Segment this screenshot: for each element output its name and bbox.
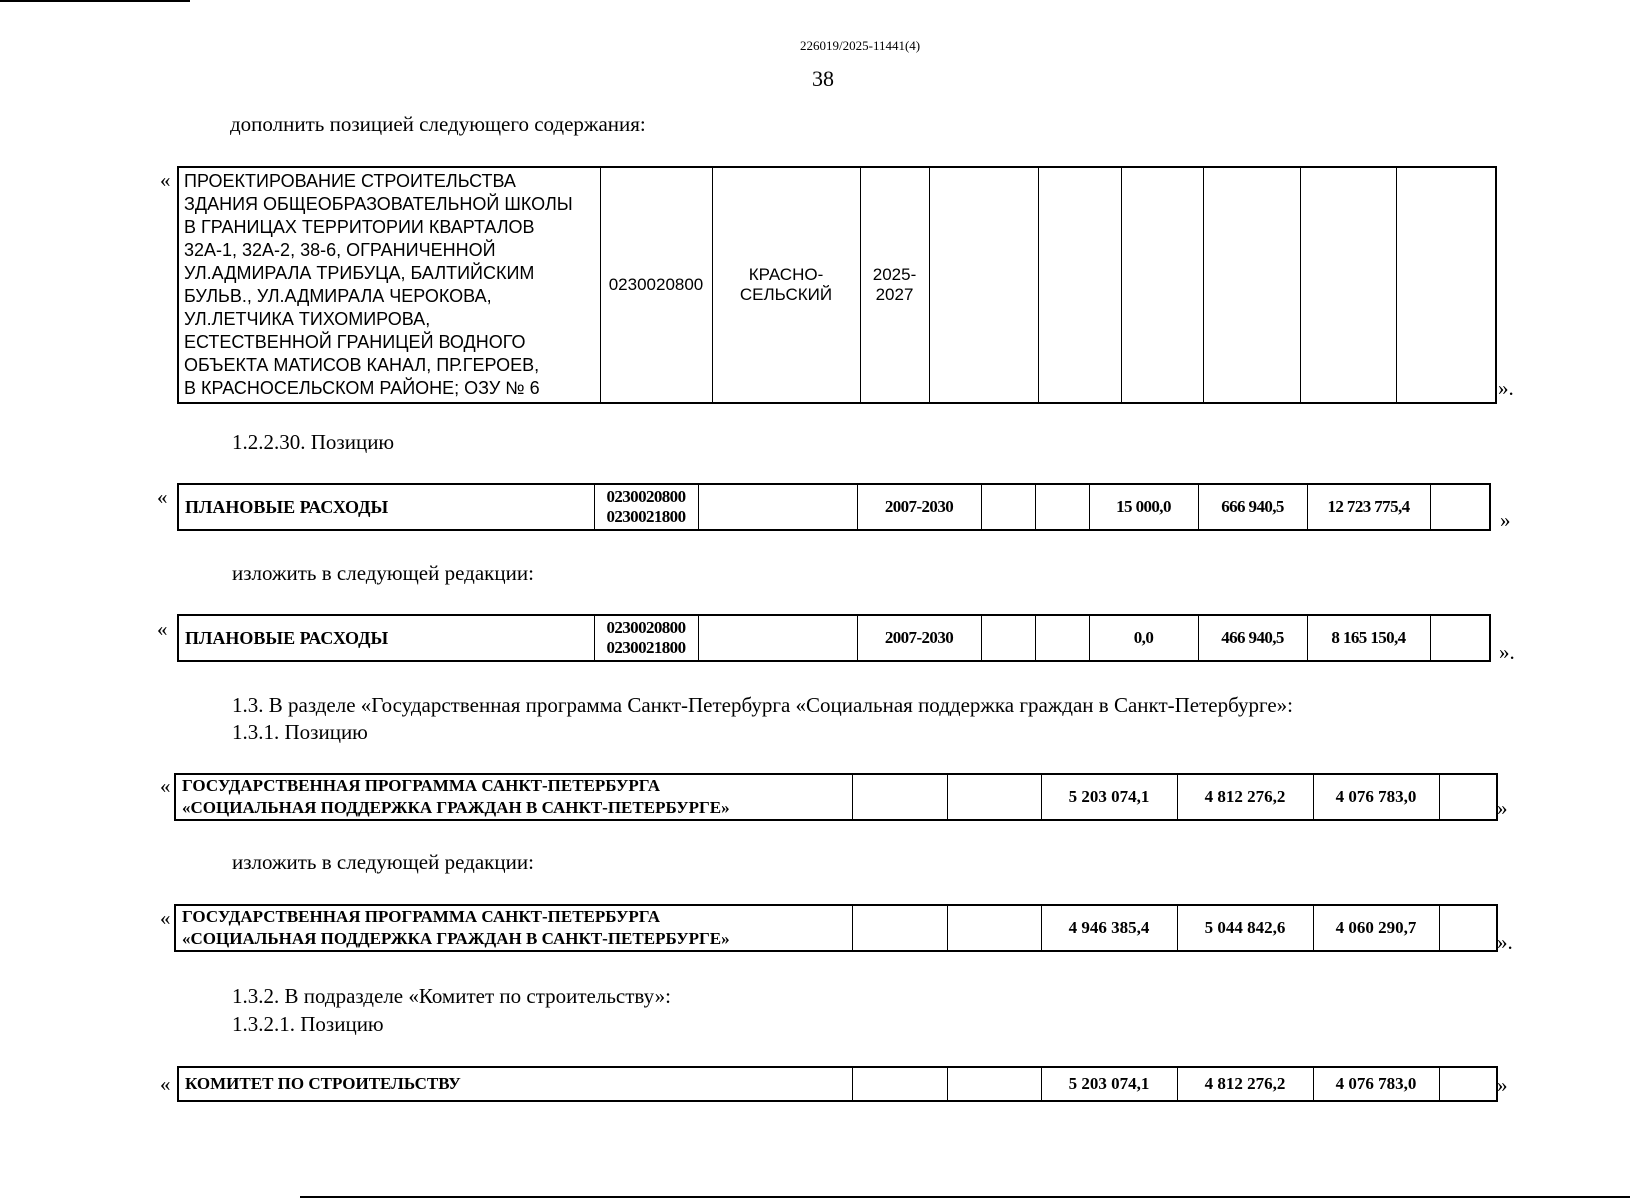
value-2026: 466 940,5 [1198, 615, 1307, 661]
empty-cell [1439, 774, 1497, 820]
name-line: ПРОЕКТИРОВАНИЕ СТРОИТЕЛЬСТВА [184, 171, 516, 191]
empty-cell [1430, 615, 1490, 661]
committee-name: КОМИТЕТ ПО СТРОИТЕЛЬСТВУ [178, 1067, 852, 1101]
budget-code: 0230021800 [606, 507, 686, 526]
name-line: БУЛЬВ., УЛ.АДМИРАЛА ЧЕРОКОВА, [184, 286, 492, 306]
value-2027: 8 165 150,4 [1307, 615, 1430, 661]
position-name: ПЛАНОВЫЕ РАСХОДЫ [178, 615, 594, 661]
empty-cell [1300, 167, 1396, 403]
district-line: КРАСНО- [748, 265, 824, 284]
value-2025: 4 946 385,4 [1041, 905, 1177, 951]
empty-cell [947, 774, 1041, 820]
name-line: В КРАСНОСЕЛЬСКОМ РАЙОНЕ; ОЗУ № 6 [184, 378, 540, 398]
paragraph-subsection-1-3-2: 1.3.2. В подразделе «Комитет по строительству»: [232, 984, 671, 1008]
empty-cell [1439, 905, 1497, 951]
paragraph-position-1-3-2-1: 1.3.2.1. Позицию [232, 1012, 384, 1036]
empty-cell [852, 905, 947, 951]
empty-cell [1121, 167, 1203, 403]
empty-cell [698, 484, 857, 530]
empty-cell [947, 1067, 1041, 1101]
empty-cell [698, 615, 857, 661]
document-number: 226019/2025-11441(4) [800, 38, 921, 53]
open-quote: « [160, 1072, 171, 1096]
position-table-construction-committee [177, 1066, 1498, 1102]
years-line: 2027 [875, 285, 914, 304]
value-2026: 5 044 842,6 [1177, 905, 1313, 951]
position-table-planned-expenses-old [177, 483, 1491, 531]
empty-cell [1035, 615, 1089, 661]
years: 2007-2030 [857, 615, 981, 661]
close-quote: » [1497, 796, 1508, 820]
value-2026: 4 812 276,2 [1177, 774, 1313, 820]
empty-cell [1035, 484, 1089, 530]
open-quote: « [160, 168, 171, 192]
budget-code: 0230021800 [606, 638, 686, 657]
name-line: ЕСТЕСТВЕННОЙ ГРАНИЦЕЙ ВОДНОГО [184, 332, 526, 352]
position-name [178, 167, 600, 403]
open-quote: « [157, 617, 168, 641]
empty-cell [1439, 1067, 1497, 1101]
close-quote: ». [1498, 376, 1514, 400]
position-table-state-program-old [174, 773, 1498, 821]
program-name-line: ГОСУДАРСТВЕННАЯ ПРОГРАММА САНКТ-ПЕТЕРБУРГА [182, 776, 661, 795]
empty-cell [1038, 167, 1121, 403]
paragraph-new-edition: изложить в следующей редакции: [232, 561, 534, 585]
paragraph-new-edition-2: изложить в следующей редакции: [232, 850, 534, 874]
program-name-line: «СОЦИАЛЬНАЯ ПОДДЕРЖКА ГРАЖДАН В САНКТ-ПЕТЕРБУРГЕ» [182, 798, 730, 817]
years [860, 167, 929, 403]
position-table-state-program-new [174, 904, 1498, 952]
name-line: ЗДАНИЯ ОБЩЕОБРАЗОВАТЕЛЬНОЙ ШКОЛЫ [184, 194, 573, 214]
paragraph-position-1-3-1: 1.3.1. Позицию [232, 720, 368, 744]
empty-cell [1430, 484, 1490, 530]
value-2027: 4 076 783,0 [1313, 774, 1439, 820]
budget-code: 0230020800 [606, 618, 686, 637]
position-name: ПЛАНОВЫЕ РАСХОДЫ [178, 484, 594, 530]
page-number: 38 [812, 66, 834, 91]
program-name [175, 905, 852, 951]
value-2027: 12 723 775,4 [1307, 484, 1430, 530]
paragraph-section-1-3: 1.3. В разделе «Государственная программа Санкт-Петербурга «Социальная поддержка граждан в Санкт-Петербурге»: [232, 693, 1293, 717]
close-quote: ». [1499, 640, 1515, 664]
position-table-school-design [177, 166, 1497, 404]
empty-cell [981, 484, 1035, 530]
district-line: СЕЛЬСКИЙ [739, 285, 833, 304]
value-2025: 5 203 074,1 [1041, 1067, 1177, 1101]
position-table-planned-expenses-new [177, 614, 1491, 662]
paragraph-supplement: дополнить позицией следующего содержания: [230, 112, 646, 136]
program-name [175, 774, 852, 820]
empty-cell [981, 615, 1035, 661]
name-line: УЛ.АДМИРАЛА ТРИБУЦА, БАЛТИЙСКИМ [184, 263, 535, 283]
value-2025: 0,0 [1089, 615, 1198, 661]
name-line: УЛ.ЛЕТЧИКА ТИХОМИРОВА, [184, 309, 431, 329]
name-line: ОБЪЕКТА МАТИСОВ КАНАЛ, ПР.ГЕРОЕВ, [184, 355, 540, 375]
years-line: 2025- [872, 265, 917, 284]
bottom-scan-line [300, 1196, 1630, 1198]
value-2027: 4 060 290,7 [1313, 905, 1439, 951]
value-2026: 4 812 276,2 [1177, 1067, 1313, 1101]
empty-cell [1203, 167, 1300, 403]
empty-cell [947, 905, 1041, 951]
value-2025: 15 000,0 [1089, 484, 1198, 530]
budget-code: 0230020800 [606, 487, 686, 506]
empty-cell [852, 774, 947, 820]
years: 2007-2030 [857, 484, 981, 530]
top-scan-line [0, 0, 190, 2]
paragraph-position-1-2-2-30: 1.2.2.30. Позицию [232, 430, 395, 454]
empty-cell [929, 167, 1038, 403]
budget-codes [594, 615, 698, 661]
empty-cell [852, 1067, 947, 1101]
district [712, 167, 860, 403]
value-2026: 666 940,5 [1198, 484, 1307, 530]
open-quote: « [160, 774, 171, 798]
program-name-line: ГОСУДАРСТВЕННАЯ ПРОГРАММА САНКТ-ПЕТЕРБУРГА [182, 907, 661, 926]
budget-code [600, 167, 712, 403]
name-line: В ГРАНИЦАХ ТЕРРИТОРИИ КВАРТАЛОВ [184, 217, 535, 237]
empty-cell [1396, 167, 1496, 403]
close-quote: ». [1497, 930, 1513, 954]
budget-codes [594, 484, 698, 530]
program-name-line: «СОЦИАЛЬНАЯ ПОДДЕРЖКА ГРАЖДАН В САНКТ-ПЕТЕРБУРГЕ» [182, 929, 730, 948]
close-quote: » [1497, 1073, 1508, 1097]
close-quote: » [1500, 508, 1511, 532]
value-2025: 5 203 074,1 [1041, 774, 1177, 820]
open-quote: « [160, 906, 171, 930]
open-quote: « [157, 485, 168, 509]
value-2027: 4 076 783,0 [1313, 1067, 1439, 1101]
name-line: 32А-1, 32А-2, 38-6, ОГРАНИЧЕННОЙ [184, 240, 496, 260]
budget-code-text: 0230020800 [608, 275, 704, 294]
